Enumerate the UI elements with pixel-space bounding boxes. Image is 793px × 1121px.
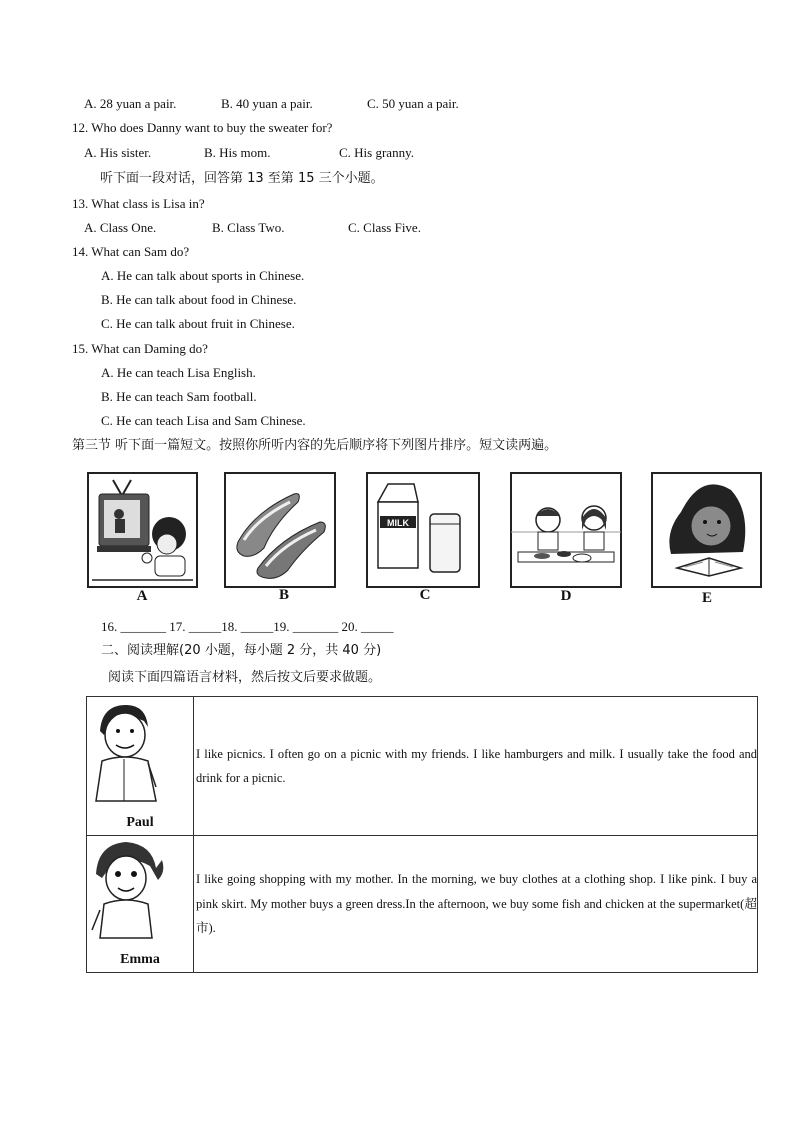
q13-option-c: C. Class Five. [348, 220, 421, 235]
picture-b-label: B [278, 587, 289, 603]
picture-c [366, 472, 480, 588]
q12-question: 12. Who does Danny want to buy the sweater for? [72, 120, 333, 135]
picture-b [224, 472, 336, 588]
q13-option-b: B. Class Two. [212, 220, 285, 235]
section3-title: 第三节 听下面一篇短文。按照你所听内容的先后顺序将下列图片排序。短文读两遍。 [72, 438, 558, 453]
milk-carton-label: MILK [387, 518, 409, 528]
picture-d [510, 472, 622, 588]
reading-table [86, 696, 758, 973]
picture-a [87, 472, 198, 588]
q15-option-a: A. He can teach Lisa English. [101, 365, 256, 380]
q14-question: 14. What can Sam do? [72, 244, 190, 259]
shoes-picture [224, 472, 336, 588]
reading-row-emma [87, 836, 758, 973]
tv-girl-picture [87, 472, 198, 588]
picture-e [651, 472, 762, 588]
q15-option-b: B. He can teach Sam football. [101, 389, 257, 404]
q11-option-c: C. 50 yuan a pair. [367, 96, 459, 111]
emma-text: I like going shopping with my mother. In the morning, we buy clothes at a clothing shop. I like pink. I buy a pink skirt. My mother buys a green dress.In the afternoon, we buy some fish and chicken at the supermarket(超市). [194, 836, 758, 973]
q14-option-b: B. He can talk about food in Chinese. [101, 292, 297, 307]
picture-e-label: E [701, 590, 712, 606]
picture-a-label: A [136, 588, 148, 604]
q13-question: 13. What class is Lisa in? [72, 196, 205, 211]
dining-picture [510, 472, 622, 588]
reading-row-paul [87, 697, 758, 836]
milk-picture [366, 472, 480, 588]
part2-instruction: 阅读下面四篇语言材料，然后按文后要求做题。 [108, 670, 382, 685]
q11-option-b: B. 40 yuan a pair. [221, 96, 313, 111]
paul-avatar-cell [87, 697, 194, 836]
paul-avatar [88, 699, 192, 811]
paul-text: I like picnics. I often go on a picnic with my friends. I like hamburgers and milk. I usually take the food and drink for a picnic. [194, 697, 758, 836]
part2-title: 二、阅读理解(20 小题，每小题 2 分，共 40 分) [101, 643, 382, 658]
instruction-13-15: 听下面一段对话，回答第 13 至第 15 三个小题。 [100, 171, 384, 186]
emma-avatar-cell [87, 836, 194, 973]
answer-blanks: 16. _______ 17. _____18. _____19. _______ 20. _____ [101, 619, 394, 634]
picture-d-label: D [560, 588, 572, 604]
q15-question: 15. What can Daming do? [72, 341, 208, 356]
emma-name: Emma [120, 952, 160, 967]
emma-avatar [88, 838, 192, 950]
paul-name: Paul [126, 815, 154, 830]
q14-option-c: C. He can talk about fruit in Chinese. [101, 316, 295, 331]
picture-c-label: C [419, 587, 431, 603]
q12-option-a: A. His sister. [84, 145, 152, 160]
q14-option-a: A. He can talk about sports in Chinese. [101, 268, 305, 283]
reading-girl-picture [651, 472, 762, 588]
q12-option-c: C. His granny. [339, 145, 414, 160]
q12-option-b: B. His mom. [204, 145, 271, 160]
q15-option-c: C. He can teach Lisa and Sam Chinese. [101, 413, 306, 428]
q11-option-a: A. 28 yuan a pair. [84, 96, 177, 111]
q13-option-a: A. Class One. [84, 220, 157, 235]
